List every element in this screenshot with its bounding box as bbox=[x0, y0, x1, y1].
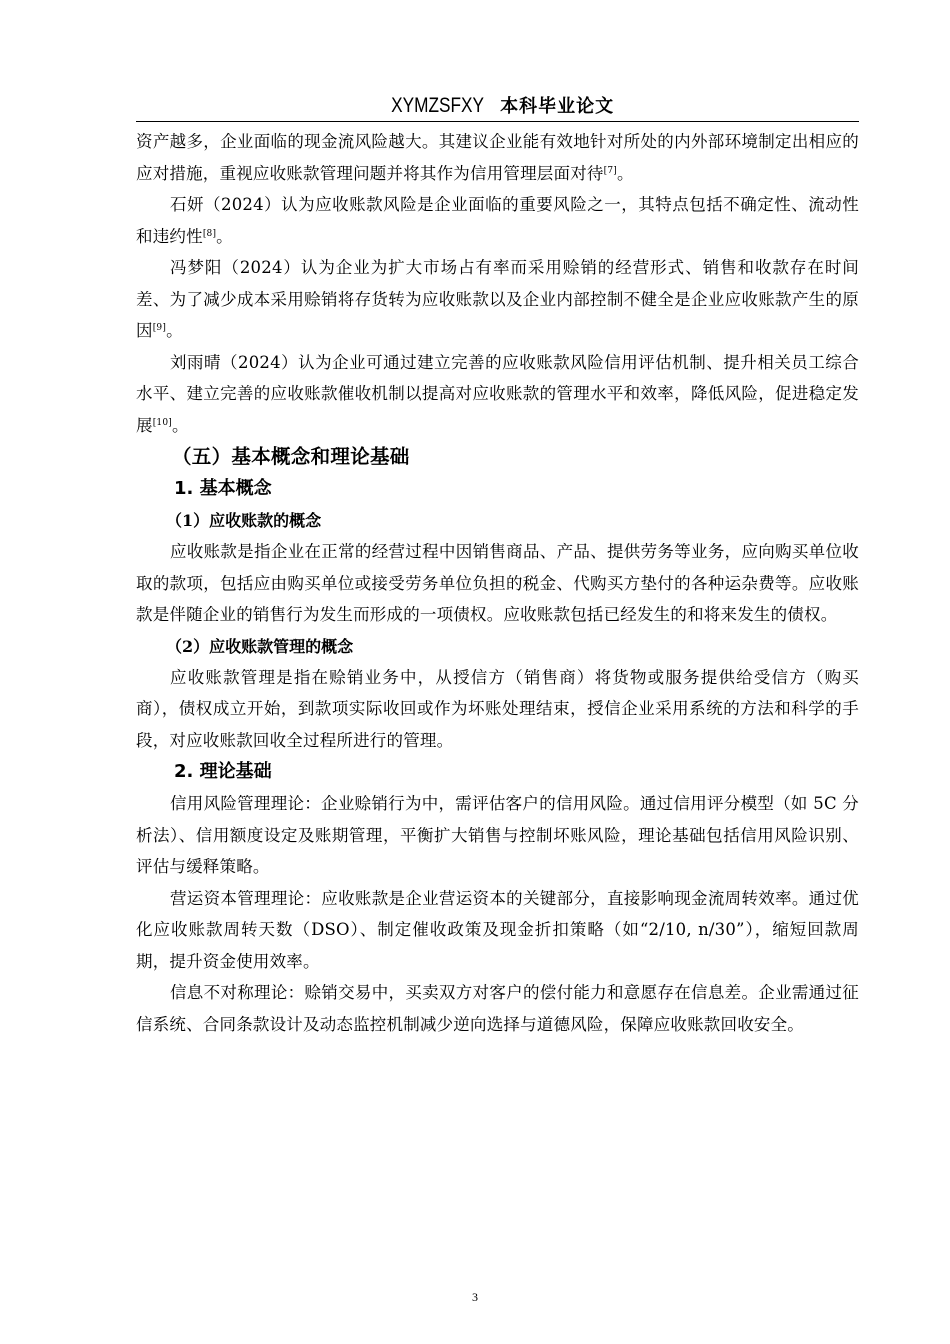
paragraph-liu-yuqing bbox=[136, 347, 859, 442]
paragraph-working-capital-theory: 营运资本管理理论：应收账款是企业营运资本的关键部分，直接影响现金流周转效率。通过优化应收账款周转天数（DSO）、制定催收政策及现金折扣策略（如“2/10, n/30”），缩短回款周期，提升资金使用效率。 bbox=[136, 888, 859, 971]
paragraph-text: 刘雨晴（2024）认为企业可通过建立完善的应收账款风险信用评估机制、提升相关员工综合水平、建立完善的应收账款催收机制以提高对应收账款的管理水平和效率，降低风险，促进稳定发展 bbox=[136, 352, 859, 435]
header-latin-code: XYMZSFXY bbox=[391, 94, 484, 117]
section-heading: （五）基本概念和理论基础 bbox=[172, 445, 410, 468]
paragraph-text: 石妍（2024）认为应收账款风险是企业面临的重要风险之一，其特点包括不确定性、流动性和违约性 bbox=[136, 195, 859, 246]
paragraph-end: 。 bbox=[171, 415, 189, 435]
page-number: 3 bbox=[472, 1290, 478, 1304]
paragraph-text: 资产越多，企业面临的现金流风险越大。其建议企业能有效地针对所处的内外部环境制定出相应的应对措施，重视应收账款管理问题并将其作为信用管理层面对待 bbox=[136, 132, 859, 183]
paragraph-end: 。 bbox=[166, 321, 183, 340]
body-text bbox=[136, 126, 859, 1040]
citation: [10] bbox=[152, 417, 172, 428]
paragraph-information-asymmetry-theory: 信息不对称理论：赊销交易中，买卖双方对客户的偿付能力和意愿存在信息差。企业需通过征信系统、合同条款设计及动态监控机制减少逆向选择与道德风险，保障应收账款回收安全。 bbox=[136, 983, 859, 1034]
item-heading-receivables-management: （2）应收账款管理的概念 bbox=[166, 636, 354, 656]
paragraph-feng-mengyang bbox=[136, 252, 859, 347]
paragraph-credit-risk-theory: 信用风险管理理论：企业赊销行为中，需评估客户的信用风险。通过信用评分模型（如 5C 分析法）、信用额度设定及账期管理，平衡扩大销售与控制坏账风险，理论基础包括信用风险识别、评估与缓释策略。 bbox=[136, 794, 859, 876]
paragraph-shi-yan bbox=[136, 189, 859, 252]
paragraph-continued bbox=[136, 126, 859, 189]
paragraph-receivables-concept: 应收账款是指企业在正常的经营过程中因销售商品、产品、提供劳务等业务，应向购买单位收取的款项，包括应由购买单位或接受劳务单位负担的税金、代购买方垫付的各种运杂费等。应收账款是伴随企业的销售行为发生而形成的一项债权。应收账款包括已经发生的和将来发生的债权。 bbox=[136, 542, 859, 624]
paragraph-end: 。 bbox=[616, 163, 634, 183]
citation: [7] bbox=[603, 165, 617, 176]
item-heading-receivables-concept: （1）应收账款的概念 bbox=[166, 511, 322, 530]
header-title: 本科毕业论文 bbox=[500, 96, 615, 117]
paragraph-end: 。 bbox=[216, 226, 233, 246]
paragraph-text: 冯梦阳（2024）认为企业为扩大市场占有率而采用赊销的经营形式、销售和收款存在时间差、为了减少成本采用赊销将存货转为应收账款以及企业内部控制不健全是企业应收账款产生的原因 bbox=[136, 258, 859, 340]
subsection-heading-theory: 2. 理论基础 bbox=[174, 761, 272, 782]
subsection-heading-basic-concepts: 1. 基本概念 bbox=[174, 478, 272, 499]
citation: [8] bbox=[202, 228, 217, 239]
citation: [9] bbox=[152, 323, 167, 333]
paragraph-receivables-management: 应收账款管理是指在赊销业务中，从授信方（销售商）将货物或服务提供给受信方（购买商），债权成立开始，到款项实际收回或作为坏账处理结束，授信企业采用系统的方法和科学的手段，对应收账款回收全过程所进行的管理。 bbox=[136, 667, 859, 750]
header-rule bbox=[136, 121, 859, 122]
running-header bbox=[136, 92, 859, 120]
